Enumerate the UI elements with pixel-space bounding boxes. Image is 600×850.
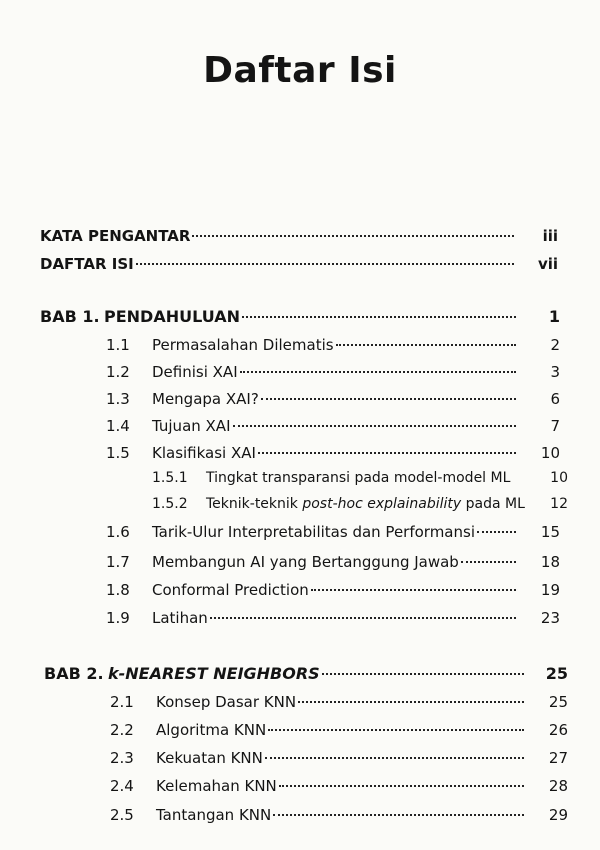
toc-page-number: 23 [540,609,560,627]
section-title: Tantangan KNN [156,806,272,824]
subsection-title: Tingkat transparansi pada model-model ML [206,470,511,486]
toc-page-number: 18 [540,553,560,571]
toc-page-number: 25 [548,693,568,711]
section-number: 1.7 [106,553,130,571]
section-title: Definisi XAI [152,363,238,381]
toc-entry[interactable] [106,580,560,600]
dot-leader [336,344,516,346]
toc-page-number: vii [537,255,558,273]
toc-entry[interactable] [110,692,568,712]
dot-leader [210,617,516,619]
dot-leader [298,701,524,703]
section-title: Tujuan XAI [152,417,231,435]
section-title: Kelemahan KNN [156,777,277,795]
toc-page-number: 25 [545,664,568,683]
chapter-title: PENDAHULUAN [104,307,240,326]
toc-page-number: 6 [550,390,560,408]
dot-leader [265,757,524,759]
section-number: 2.4 [110,777,134,795]
section-number: 2.1 [110,693,134,711]
chapter-number: BAB 1. [40,307,100,326]
chapter-title: k-NEAREST NEIGHBORS [108,664,320,683]
dot-leader [261,398,516,400]
dot-leader [268,729,524,731]
toc-subentry[interactable] [152,494,568,514]
section-title: Klasifikasi XAI [152,444,256,462]
toc-page-number: 27 [548,749,568,767]
toc-page-number: 19 [540,581,560,599]
dot-leader [192,235,514,237]
toc-page-number: 2 [550,336,560,354]
section-title: Membangun AI yang Bertanggung Jawab [152,553,459,571]
subsection-title-suffix: pada ML [461,496,525,512]
toc-entry[interactable] [106,443,560,463]
section-number: 1.5 [106,444,130,462]
toc-page-number: 26 [548,721,568,739]
toc-entry[interactable] [106,389,560,409]
toc-entry-label: DAFTAR ISI [40,255,134,273]
section-number: 1.9 [106,609,130,627]
dot-leader [477,531,516,533]
toc-page-number: 28 [548,777,568,795]
section-number: 2.2 [110,721,134,739]
toc-entry-label: KATA PENGANTAR [40,227,191,245]
toc-entry[interactable] [106,335,560,355]
section-title: Algoritma KNN [156,721,267,739]
toc-chapter-1[interactable] [40,307,560,327]
dot-leader [461,561,516,563]
toc-page-number: 3 [550,363,560,381]
toc-entry[interactable] [106,522,560,542]
toc-page-number: iii [542,227,558,245]
toc-entry[interactable] [110,748,568,768]
toc-entry[interactable] [106,362,560,382]
section-title: Permasalahan Dilematis [152,336,334,354]
toc-entry[interactable] [110,776,568,796]
toc-page-number: 7 [550,417,560,435]
toc-page-number: 10 [540,444,560,462]
toc-page-number: 10 [550,470,568,486]
section-number: 1.1 [106,336,130,354]
dot-leader [311,589,516,591]
section-number: 1.8 [106,581,130,599]
toc-entry-kata-pengantar[interactable] [40,226,558,246]
subsection-number: 1.5.1 [152,470,188,486]
toc-entry[interactable] [106,416,560,436]
dot-leader [233,425,517,427]
section-title: Latihan [152,609,208,627]
toc-entry[interactable] [110,720,568,740]
dot-leader [279,785,524,787]
section-number: 2.3 [110,749,134,767]
subsection-title-prefix: Teknik-teknik [206,496,303,512]
dot-leader [136,263,514,265]
dot-leader [240,371,516,373]
section-number: 2.5 [110,806,134,824]
toc-entry[interactable] [106,608,560,628]
toc-subentry[interactable] [152,468,568,488]
toc-chapter-2[interactable] [44,664,568,684]
section-number: 1.6 [106,523,130,541]
dot-leader [322,673,524,675]
section-title: Kekuatan KNN [156,749,263,767]
toc-entry-daftar-isi[interactable] [40,254,558,274]
page-title: Daftar Isi [203,50,397,91]
subsection-number: 1.5.2 [152,496,188,512]
toc-page-number: 1 [548,307,560,326]
toc-entry[interactable] [106,552,560,572]
section-title: Tarik-Ulur Interpretabilitas dan Performansi [152,523,475,541]
subsection-title-italic: post-hoc explainability [302,496,462,512]
dot-leader [258,452,516,454]
section-number: 1.3 [106,390,130,408]
chapter-number: BAB 2. [44,664,104,683]
toc-page-number: 12 [550,496,568,512]
section-title: Mengapa XAI? [152,390,259,408]
toc-page-number: 15 [540,523,560,541]
dot-leader [242,316,516,318]
section-title: Conformal Prediction [152,581,309,599]
section-number: 1.2 [106,363,130,381]
toc-entry[interactable] [110,805,568,825]
section-number: 1.4 [106,417,130,435]
toc-page-number: 29 [548,806,568,824]
dot-leader [273,814,524,816]
section-title: Konsep Dasar KNN [156,693,297,711]
